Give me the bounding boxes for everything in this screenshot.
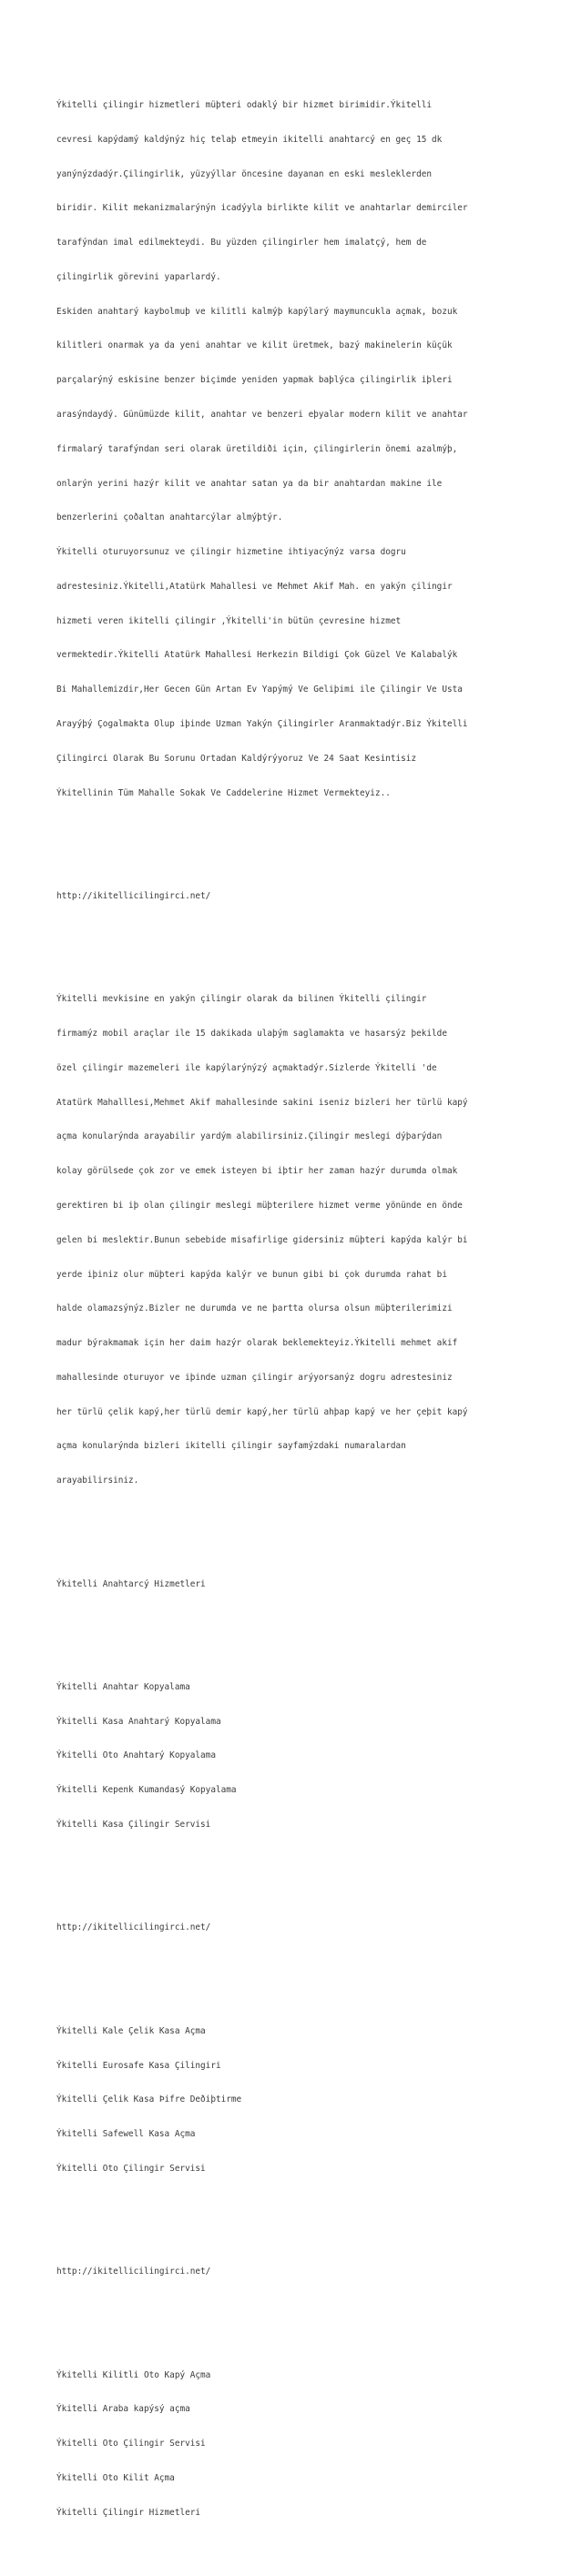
list-item: Ýkitelli Kilitli Oto Kapý Açma	[56, 2369, 211, 2380]
list-item: Ýkitelli Eurosafe Kasa Çilingiri	[56, 2060, 221, 2071]
text-line: kolay görülsede çok zor ve emek isteyen bi iþtir her zaman hazýr durumda olmak	[56, 1166, 458, 1177]
text-line: Ýkitelli oturuyorsunuz ve çilingir hizmetine ihtiyacýnýz varsa dogru	[56, 547, 406, 558]
text-line: Ýkitelli çilingir hizmetleri müþteri odaklý bir hizmet birimidir.Ýkitelli	[56, 99, 433, 110]
text-line: Ýkitelli mevkisine en yakýn çilingir olarak da bilinen Ýkitelli çilingir	[56, 994, 427, 1005]
text-line: her türlü çelik kapý,her türlü demir kapý,her türlü ahþap kapý ve her çeþit kapý	[56, 1406, 468, 1417]
list-item: Ýkitelli Oto Kilit Açma	[56, 2472, 175, 2483]
service-paragraph	[56, 971, 541, 1510]
service-list	[56, 2003, 541, 2198]
text-line: açma konularýnda arayabilir yardým alabilirsiniz.Çilingir meslegi dýþarýdan	[56, 1131, 443, 1142]
text-line: biridir. Kilit mekanizmalarýnýn icadýyla birlikte kilit ve anahtarlar demirciler	[56, 203, 468, 214]
text-line: Çilingirci Olarak Bu Sorunu Ortadan Kaldýrýyoruz Ve 24 Saat Kesintisiz	[56, 753, 417, 764]
text-line: benzerlerini çoðaltan anahtarcýlar almýþtýr.	[56, 512, 283, 523]
service-list	[56, 2347, 541, 2541]
text-line: mahallesinde oturuyor ve iþinde uzman çilingir arýyorsanýz dogru adrestesiniz	[56, 1372, 453, 1383]
text-line: hizmeti veren ikitelli çilingir ,Ýkitelli'in bütün çevresine hizmet	[56, 615, 402, 626]
text-line: Arayýþý Çogalmakta Olup iþinde Uzman Yakýn Çilingirler Aranmaktadýr.Biz Ýkitelli	[56, 719, 468, 730]
text-line: yerde iþiniz olur müþteri kapýda kalýr ve bunun gibi bi çok durumda rahat bi	[56, 1269, 447, 1280]
text-line: halde olamazsýnýz.Bizler ne durumda ve ne þartta olursa olsun müþterilerimizi	[56, 1303, 453, 1314]
list-item: Ýkitelli Oto Anahtarý Kopyalama	[56, 1750, 216, 1761]
list-item: Ýkitelli Oto Çilingir Servisi	[56, 2439, 206, 2449]
list-item: Ýkitelli Safewell Kasa Açma	[56, 2129, 196, 2140]
url-text: http://ikitellicilingirci.net/	[56, 890, 211, 901]
text-line: Bi Mahallemizdir,Her Gecen Gün Artan Ev Yapýmý Ve Geliþimi ile Çilingir Ve Usta	[56, 685, 463, 695]
text-line: Ýkitellinin Tüm Mahalle Sokak Ve Caddelerine Hizmet Vermekteyiz..	[56, 787, 391, 798]
url-line	[56, 2244, 541, 2301]
intro-paragraph	[56, 77, 541, 823]
list-item: Ýkitelli Oto Çilingir Servisi	[56, 2163, 206, 2174]
url-text: http://ikitellicilingirci.net/	[56, 2267, 211, 2277]
list-item: Ýkitelli Anahtar Kopyalama	[56, 1681, 190, 1692]
text-line: parçalarýný eskisine benzer biçimde yeniden yapmak baþlýca çilingirlik iþleri	[56, 375, 453, 386]
text-line: yanýnýzdadýr.Çilingirlik, yüzyýllar öncesine dayanan en eski mesleklerden	[56, 168, 433, 179]
text-line: arasýndaydý. Günümüzde kilit, anahtar ve benzeri eþyalar modern kilit ve anahtar	[56, 410, 468, 420]
text-line: madur býrakmamak için her daim hazýr olarak beklemekteyiz.Ýkitelli mehmet akif	[56, 1338, 458, 1349]
service-list	[56, 1659, 541, 1854]
url-text: http://ikitellicilingirci.net/	[56, 1922, 211, 1933]
text-line: gelen bi meslektir.Bunun sebebide misafirlige gidersiniz müþteri kapýda kalýr bi	[56, 1234, 468, 1245]
text-line: cevresi kapýdamý kaldýnýz hiç telaþ etmeyin ikitelli anahtarcý en geç 15 dk	[56, 134, 443, 145]
text-line: özel çilingir mazemeleri ile kapýlarýnýzý açmaktadýr.Sizlerde Ýkitelli 'de	[56, 1062, 437, 1073]
url-line	[56, 868, 541, 926]
text-line: firmalarý tarafýndan seri olarak üretildiði için, çilingirlerin önemi azalmýþ,	[56, 443, 458, 454]
list-item: Ýkitelli Çilingir Hizmetleri	[56, 2507, 201, 2518]
list-item: Ýkitelli Araba kapýsý açma	[56, 2404, 190, 2415]
text-line: vermektedir.Ýkitelli Atatürk Mahallesi Herkezin Bildigi Çok Güzel Ve Kalabalýk	[56, 650, 458, 661]
list-item: Ýkitelli Çelik Kasa Þifre Deðiþtirme	[56, 2094, 242, 2105]
text-line: tarafýndan imal edilmekteydi. Bu yüzden çilingirler hem imalatçý, hem de	[56, 238, 427, 248]
text-line: çilingirlik görevini yaparlardý.	[56, 271, 221, 282]
text-line: kilitleri onarmak ya da yeni anahtar ve kilit üretmek, bazý makinelerin küçük	[56, 340, 453, 351]
text-line: adrestesiniz.Ýkitelli,Atatürk Mahallesi ve Mehmet Akif Mah. en yakýn çilingir	[56, 581, 453, 592]
section-heading	[56, 1556, 541, 1613]
list-item: Ýkitelli Kasa Anahtarý Kopyalama	[56, 1716, 221, 1727]
text-line: açma konularýnda bizleri ikitelli çilingir sayfamýzdaki numaralardan	[56, 1441, 406, 1452]
list-item: Ýkitelli Kasa Çilingir Servisi	[56, 1820, 211, 1831]
text-line: Eskiden anahtarý kaybolmuþ ve kilitli kalmýþ kapýlarý maymuncukla açmak, bozuk	[56, 306, 458, 317]
list-item: Ýkitelli Kale Çelik Kasa Açma	[56, 2025, 206, 2036]
text-line: firmamýz mobil araçlar ile 15 dakikada ulaþým saglamakta ve hasarsýz þekilde	[56, 1029, 447, 1040]
text-line: Atatürk Mahalllesi,Mehmet Akif mahallesinde sakini iseniz bizleri her türlü kapý	[56, 1097, 468, 1108]
list-item: Ýkitelli Kepenk Kumandasý Kopyalama	[56, 1785, 237, 1796]
heading-text: Ýkitelli Anahtarcý Hizmetleri	[56, 1578, 206, 1589]
text-line: gerektiren bi iþ olan çilingir meslegi müþterilere hizmet verme yönünde en önde	[56, 1200, 463, 1211]
text-line: arayabilirsiniz.	[56, 1476, 139, 1486]
url-line	[56, 1900, 541, 1957]
text-line: onlarýn yerini hazýr kilit ve anahtar satan ya da bir anahtardan makine ile	[56, 478, 443, 489]
